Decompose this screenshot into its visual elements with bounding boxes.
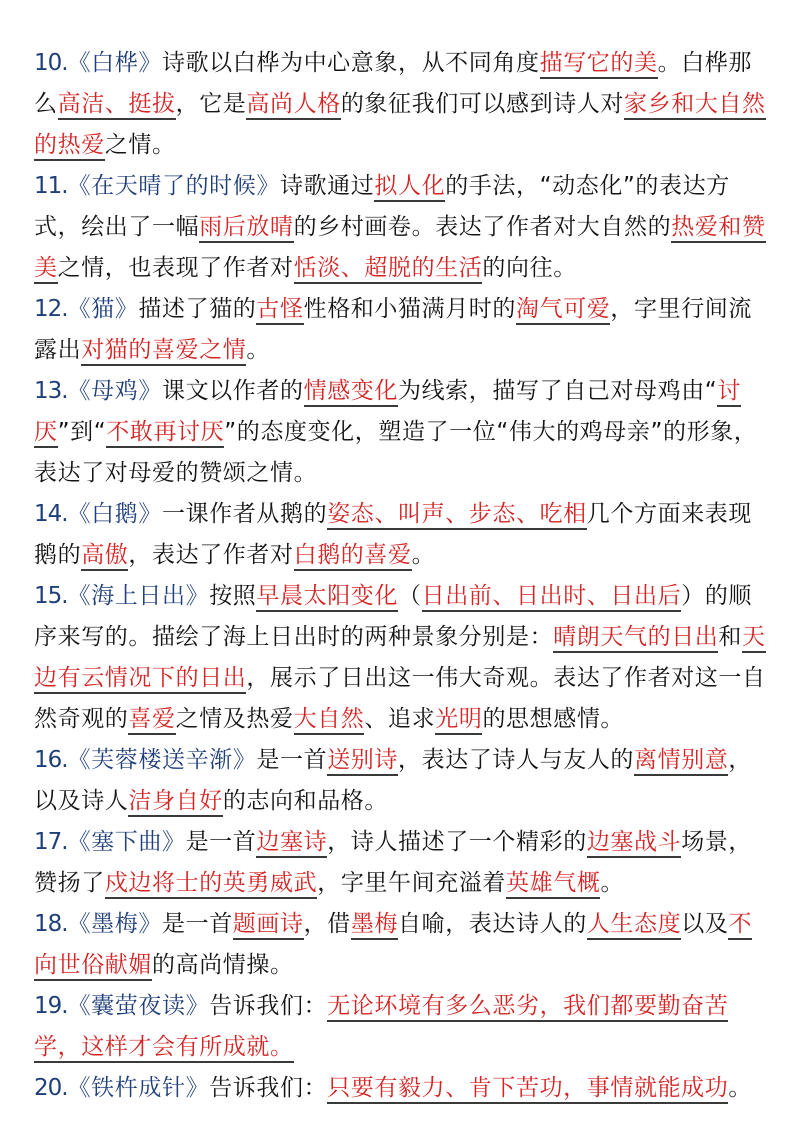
highlighted-keyword: 高傲 [81, 542, 128, 571]
item-10 [34, 43, 768, 166]
item-text-segment: 几个方面来表现鹅的 [34, 501, 752, 568]
item-text-segment: 。 [246, 337, 271, 363]
item-text-segment: 场景，赞扬了 [34, 829, 753, 896]
highlighted-keyword: 对猫的喜爱之情 [81, 337, 246, 366]
item-text-segment: 告诉我们： [209, 1075, 328, 1101]
item-text-segment: ，以及诗人 [34, 747, 753, 814]
highlighted-keyword: 情感变化 [304, 378, 398, 407]
item-text-segment: 为线索，描写了自己对母鸡由“ [398, 378, 718, 404]
item-text [34, 50, 766, 161]
item-number: 14. [34, 501, 68, 527]
highlighted-keyword: 讨厌 [34, 378, 741, 448]
highlighted-keyword: 不向世俗献媚 [34, 911, 752, 981]
item-text-segment: ，字里午间充溢着 [317, 870, 507, 896]
item-number: 19. [34, 993, 68, 1019]
item-12 [34, 289, 768, 371]
item-text [34, 829, 752, 899]
highlighted-keyword: 戍边将士的英勇威武 [105, 870, 317, 899]
item-text [34, 501, 752, 571]
item-text-segment: 之情。 [104, 132, 176, 158]
highlighted-keyword: 大自然 [294, 706, 365, 735]
highlighted-keyword: 只要有毅力、肯下苦功，事情就能成功 [327, 1075, 728, 1104]
item-text-segment: ”到“ [57, 419, 107, 445]
highlighted-keyword: 无论环境有多么恶劣，我们都要勤奋苦学，这样才会有所成就。 [34, 993, 728, 1063]
item-19 [34, 986, 768, 1068]
item-text-segment: ）的顺序来写的。描绘了海上日出时的两种景象分别是： [34, 583, 753, 650]
highlighted-keyword: 白鹅的喜爱 [294, 542, 412, 571]
highlighted-keyword: 人生态度 [587, 911, 681, 940]
highlighted-keyword: 喜爱 [128, 706, 175, 735]
highlighted-keyword: 洁身自好 [128, 788, 222, 817]
item-text-segment: 按照 [209, 583, 257, 609]
item-text-segment: 诗歌通过 [279, 173, 375, 199]
lesson-title: 《白桦》 [67, 50, 162, 76]
item-number: 10. [34, 50, 68, 76]
item-13 [34, 371, 768, 494]
item-text-segment: 、追求 [364, 706, 436, 732]
highlighted-keyword: 英雄气概 [506, 870, 600, 899]
item-text-segment: 的向往。 [482, 255, 577, 281]
highlighted-keyword: 描写它的美 [540, 50, 658, 79]
highlighted-keyword: 早晨太阳变化 [256, 583, 398, 612]
lesson-title: 《白鹅》 [67, 501, 162, 527]
highlighted-keyword: 离情别意 [634, 747, 728, 776]
highlighted-keyword: 不敢再讨厌 [106, 419, 224, 448]
item-text-segment: 之情及热爱 [175, 706, 294, 732]
item-text-segment: 的象征我们可以感到诗人对 [340, 91, 625, 117]
item-text-segment: 以及 [681, 911, 729, 937]
highlighted-keyword: 晴朗天气的日出 [553, 624, 718, 653]
item-text-segment: 是一首 [256, 747, 328, 773]
item-text-segment: 之情，也表现了作者对 [57, 255, 294, 281]
item-number: 15. [34, 583, 68, 609]
item-text [34, 747, 752, 817]
item-text-segment: ”的态度变化，塑造了一位“伟大的鸡母亲”的形象，表达了对母爱的赞颂之情。 [34, 419, 758, 486]
item-text-segment: ，借 [303, 911, 351, 937]
item-number: 13. [34, 378, 68, 404]
item-text-segment: （ [398, 583, 422, 609]
item-text-segment: 告诉我们： [209, 993, 328, 1019]
item-text-segment: 是一首 [185, 829, 257, 855]
item-text-segment: ，字里行间流露出 [34, 296, 753, 363]
item-text [34, 583, 766, 735]
highlighted-keyword: 天边有云情况下的日出 [34, 624, 766, 694]
item-text-segment: 课文以作者的 [161, 378, 304, 404]
highlighted-keyword: 高尚人格 [246, 91, 340, 120]
item-text-segment: 。 [728, 1075, 752, 1101]
lesson-title: 《海上日出》 [67, 583, 210, 609]
item-number: 18. [34, 911, 68, 937]
item-16 [34, 740, 768, 822]
highlighted-keyword: 淘气可爱 [516, 296, 610, 325]
item-text-segment: ，表达了作者对 [128, 542, 294, 568]
item-14 [34, 494, 768, 576]
item-text-segment: 。 [411, 542, 436, 568]
highlighted-keyword: 墨梅 [351, 911, 398, 940]
item-number: 20. [34, 1075, 68, 1101]
item-text-segment: 和 [718, 624, 743, 650]
lesson-title: 《囊萤夜读》 [67, 993, 210, 1019]
lesson-title: 《墨梅》 [67, 911, 162, 937]
item-text-segment: ，表达了诗人与友人的 [398, 747, 635, 773]
item-text-segment: 。 [600, 870, 625, 896]
item-18 [34, 904, 768, 986]
item-text [34, 296, 752, 366]
item-text-segment: 。白桦那么 [34, 50, 752, 117]
item-text [34, 993, 728, 1063]
lesson-title: 《芙蓉楼送辛渐》 [67, 747, 257, 773]
item-text-segment: 一课作者从鹅的 [161, 501, 328, 527]
item-number: 11. [34, 173, 68, 199]
highlighted-keyword: 边塞战斗 [587, 829, 681, 858]
highlighted-keyword: 家乡和大自然的热爱 [34, 91, 766, 161]
item-text-segment: 的高尚情操。 [152, 952, 294, 978]
lesson-title: 《在天晴了的时候》 [67, 173, 280, 199]
highlighted-keyword: 高洁、挺拔 [58, 91, 176, 120]
item-text-segment: 是一首 [161, 911, 233, 937]
highlighted-keyword: 边塞诗 [256, 829, 327, 858]
lesson-title: 《母鸡》 [67, 378, 162, 404]
item-text-segment: 的手法，“动态化”的表达方式，绘出了一幅 [34, 173, 730, 240]
highlighted-keyword: 雨后放晴 [199, 214, 293, 243]
item-number: 17. [34, 829, 68, 855]
item-text-segment: ，诗人描述了一个精彩的 [327, 829, 587, 855]
highlighted-keyword: 恬淡、超脱的生活 [294, 255, 483, 284]
lesson-title: 《塞下曲》 [67, 829, 186, 855]
highlighted-keyword: 姿态、叫声、步态、吃相 [327, 501, 587, 530]
item-text-segment: ，它是 [175, 91, 247, 117]
lesson-title: 《铁杵成针》 [67, 1075, 210, 1101]
item-text [68, 1075, 752, 1104]
item-text-segment: ，展示了日出这一伟大奇观。表达了作者对这一自然奇观的 [34, 665, 766, 732]
item-number: 16. [34, 747, 68, 773]
item-number: 12. [34, 296, 68, 322]
highlighted-keyword: 日出前、日出时、日出后 [422, 583, 682, 612]
item-text-segment: 描述了猫的 [138, 296, 257, 322]
item-text-segment: 自喻，表达诗人的 [398, 911, 587, 937]
highlighted-keyword: 题画诗 [233, 911, 304, 940]
item-text-segment: 诗歌以白桦为中心意象，从不同角度 [161, 50, 540, 76]
item-text-segment: 性格和小猫满月时的 [303, 296, 516, 322]
item-17 [34, 822, 768, 904]
item-text [34, 911, 752, 981]
item-15 [34, 576, 768, 740]
highlighted-keyword: 送别诗 [327, 747, 398, 776]
highlighted-keyword: 光明 [435, 706, 482, 735]
highlighted-keyword: 热爱和赞美 [34, 214, 766, 284]
item-text [34, 378, 757, 486]
lesson-title: 《猫》 [67, 296, 139, 322]
item-text-segment: 的思想感情。 [482, 706, 625, 732]
highlighted-keyword: 古怪 [256, 296, 303, 325]
item-text-segment: 的乡村画卷。表达了作者对大自然的 [293, 214, 672, 240]
item-text [34, 173, 766, 284]
item-text-segment: 的志向和品格。 [222, 788, 389, 814]
item-20 [34, 1068, 768, 1109]
highlighted-keyword: 拟人化 [374, 173, 445, 202]
item-11 [34, 166, 768, 289]
